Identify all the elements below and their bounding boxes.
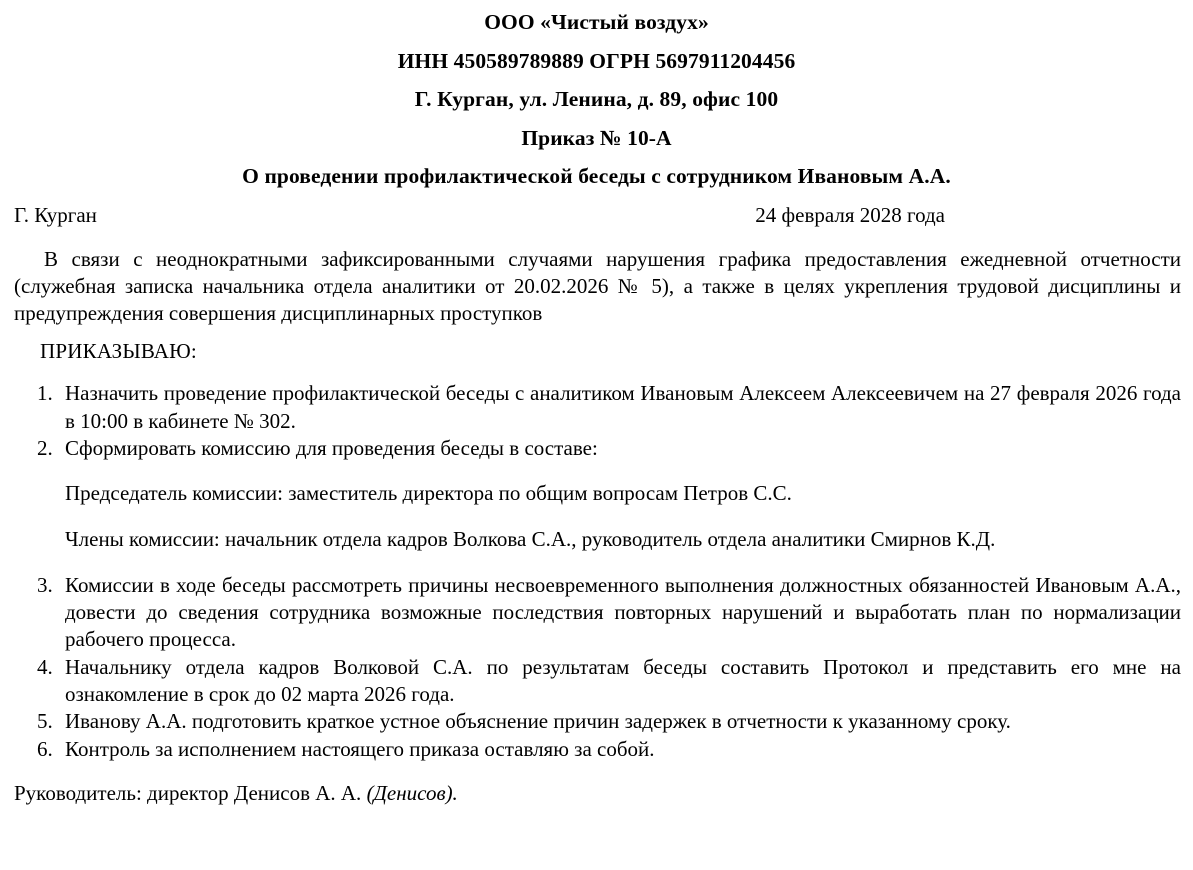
list-item	[10, 380, 1181, 435]
commission-members: Члены комиссии: начальник отдела кадров Волкова С.А., руководитель отдела аналитики Смирнов К.Д.	[65, 526, 996, 551]
order-items-list	[10, 380, 1183, 462]
list-item-text: Контроль за исполнением настоящего приказа оставляю за собой.	[65, 736, 655, 761]
order-items-list-continued	[10, 572, 1183, 763]
document-subject: О проведении профилактической беседы с сотрудником Ивановым А.А.	[242, 164, 951, 188]
list-item	[10, 435, 1181, 462]
list-item-number: 4.	[37, 654, 53, 679]
list-item	[10, 708, 1181, 735]
organization-address: Г. Курган, ул. Ленина, д. 89, офис 100	[414, 87, 779, 111]
signature-role-name: Руководитель: директор Денисов А. А.	[14, 780, 367, 805]
list-item-number: 3.	[37, 572, 53, 597]
signature-line	[10, 780, 1183, 805]
list-item-number: 5.	[37, 709, 53, 734]
document-title: Приказ № 10-А	[521, 125, 672, 150]
list-item-text: Сформировать комиссию для проведения беседы в составе:	[65, 435, 598, 460]
place-date-row	[10, 202, 1183, 227]
preamble-paragraph: В связи с неоднократными зафиксированными случаями нарушения графика предоставления ежедневной отчетности (служебная записка начальника отдела аналитики от 20.02.2026 № 5), а также в целях укрепления трудовой дисциплины и предупреждения совершения дисциплинарных проступков	[14, 246, 1181, 326]
commission-chairman: Председатель комиссии: заместитель директора по общим вопросам Петров С.С.	[65, 481, 792, 506]
list-item-number: 2.	[37, 435, 53, 460]
list-item	[10, 736, 1181, 763]
list-item-number: 6.	[37, 736, 53, 761]
list-item	[10, 654, 1181, 709]
document-header	[10, 12, 1183, 188]
signature-transcript: (Денисов).	[366, 780, 458, 805]
list-item-text: Начальнику отдела кадров Волковой С.А. по результатам беседы составить Протокол и представить его мне на ознакомление в срок до 02 марта 2026 года.	[65, 654, 1181, 707]
place-of-issue: Г. Курган	[14, 202, 97, 227]
list-item-text: Комиссии в ходе беседы рассмотреть причины несвоевременного выполнения должностных обязанностей Ивановым А.А., довести до сведения сотрудника возможные последствия повторных нарушений и выработать план по нормализации рабочего процесса.	[65, 572, 1181, 652]
registration-numbers: ИНН 450589789889 ОГРН 5697911204456	[397, 48, 796, 73]
organization-name: ООО «Чистый воздух»	[484, 10, 709, 34]
list-item-text: Назначить проведение профилактической беседы с аналитиком Ивановым Алексеем Алексеевичем на 27 февраля 2026 года в 10:00 в кабинете № 302.	[65, 381, 1181, 433]
list-item-text: Иванову А.А. подготовить краткое устное объяснение причин задержек в отчетности к указанному сроку.	[65, 709, 1011, 734]
order-keyword: ПРИКАЗЫВАЮ:	[40, 339, 197, 364]
date-of-issue: 24 февраля 2028 года	[755, 202, 945, 227]
list-item-number: 1.	[37, 381, 53, 406]
list-item	[10, 572, 1181, 654]
